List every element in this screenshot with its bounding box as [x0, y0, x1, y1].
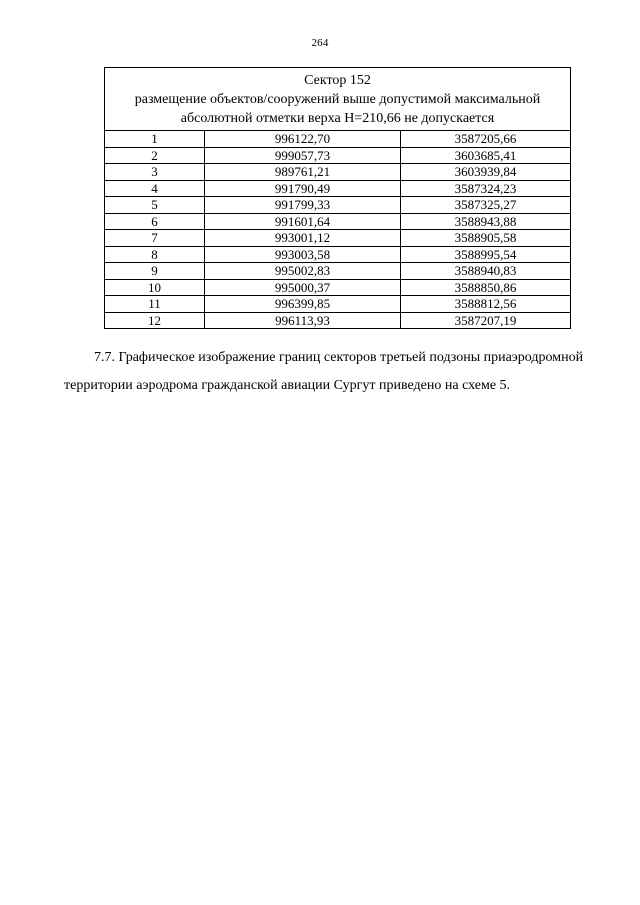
y-coordinate-cell: 3588812,56	[401, 296, 571, 313]
y-coordinate-cell: 3587205,66	[401, 131, 571, 148]
sector-title: Сектор 152	[304, 73, 371, 88]
page-number: 264	[311, 37, 329, 49]
body-paragraph	[64, 344, 600, 400]
table-row	[105, 180, 571, 197]
x-coordinate-cell: 993001,12	[205, 230, 401, 247]
table-row	[105, 164, 571, 181]
table-row	[105, 213, 571, 230]
table-row	[105, 296, 571, 313]
sector-subtitle-line-2: абсолютной отметки верха Н=210,66 не допускается	[180, 111, 495, 126]
sector-table-container	[104, 67, 570, 329]
x-coordinate-cell: 991601,64	[205, 213, 401, 230]
point-number-cell: 9	[105, 263, 205, 280]
y-coordinate-cell: 3588943,88	[401, 213, 571, 230]
y-coordinate-cell: 3587207,19	[401, 312, 571, 329]
point-number-cell: 12	[105, 312, 205, 329]
x-coordinate-cell: 996113,93	[205, 312, 401, 329]
point-number-cell: 10	[105, 279, 205, 296]
point-number-cell: 1	[105, 131, 205, 148]
table-header-cell	[105, 68, 571, 131]
table-row	[105, 312, 571, 329]
table-row	[105, 263, 571, 280]
x-coordinate-cell: 995000,37	[205, 279, 401, 296]
table-row	[105, 197, 571, 214]
sector-coordinates-table	[104, 67, 571, 329]
table-row	[105, 246, 571, 263]
point-number-cell: 5	[105, 197, 205, 214]
x-coordinate-cell: 996122,70	[205, 131, 401, 148]
point-number-cell: 4	[105, 180, 205, 197]
body-paragraph-line-2: территории аэродрома гражданской авиации Сургут приведено на схеме 5.	[64, 378, 511, 393]
table-header-row	[105, 68, 571, 131]
table-row	[105, 147, 571, 164]
x-coordinate-cell: 995002,83	[205, 263, 401, 280]
x-coordinate-cell: 999057,73	[205, 147, 401, 164]
y-coordinate-cell: 3588940,83	[401, 263, 571, 280]
point-number-cell: 8	[105, 246, 205, 263]
x-coordinate-cell: 996399,85	[205, 296, 401, 313]
point-number-cell: 2	[105, 147, 205, 164]
body-paragraph-line-1-text: 7.7. Графическое изображение границ секторов третьей подзоны приаэродромной	[94, 350, 584, 365]
x-coordinate-cell: 991799,33	[205, 197, 401, 214]
body-paragraph-line-1	[80, 344, 600, 372]
table-row	[105, 230, 571, 247]
y-coordinate-cell: 3603939,84	[401, 164, 571, 181]
point-number-cell: 11	[105, 296, 205, 313]
y-coordinate-cell: 3588905,58	[401, 230, 571, 247]
y-coordinate-cell: 3588995,54	[401, 246, 571, 263]
y-coordinate-cell: 3587324,23	[401, 180, 571, 197]
x-coordinate-cell: 991790,49	[205, 180, 401, 197]
y-coordinate-cell: 3587325,27	[401, 197, 571, 214]
table-row	[105, 131, 571, 148]
x-coordinate-cell: 993003,58	[205, 246, 401, 263]
table-body	[105, 131, 571, 329]
sector-subtitle-line-1: размещение объектов/сооружений выше допустимой максимальной	[134, 92, 541, 107]
point-number-cell: 6	[105, 213, 205, 230]
x-coordinate-cell: 989761,21	[205, 164, 401, 181]
point-number-cell: 3	[105, 164, 205, 181]
y-coordinate-cell: 3588850,86	[401, 279, 571, 296]
table-row	[105, 279, 571, 296]
y-coordinate-cell: 3603685,41	[401, 147, 571, 164]
point-number-cell: 7	[105, 230, 205, 247]
